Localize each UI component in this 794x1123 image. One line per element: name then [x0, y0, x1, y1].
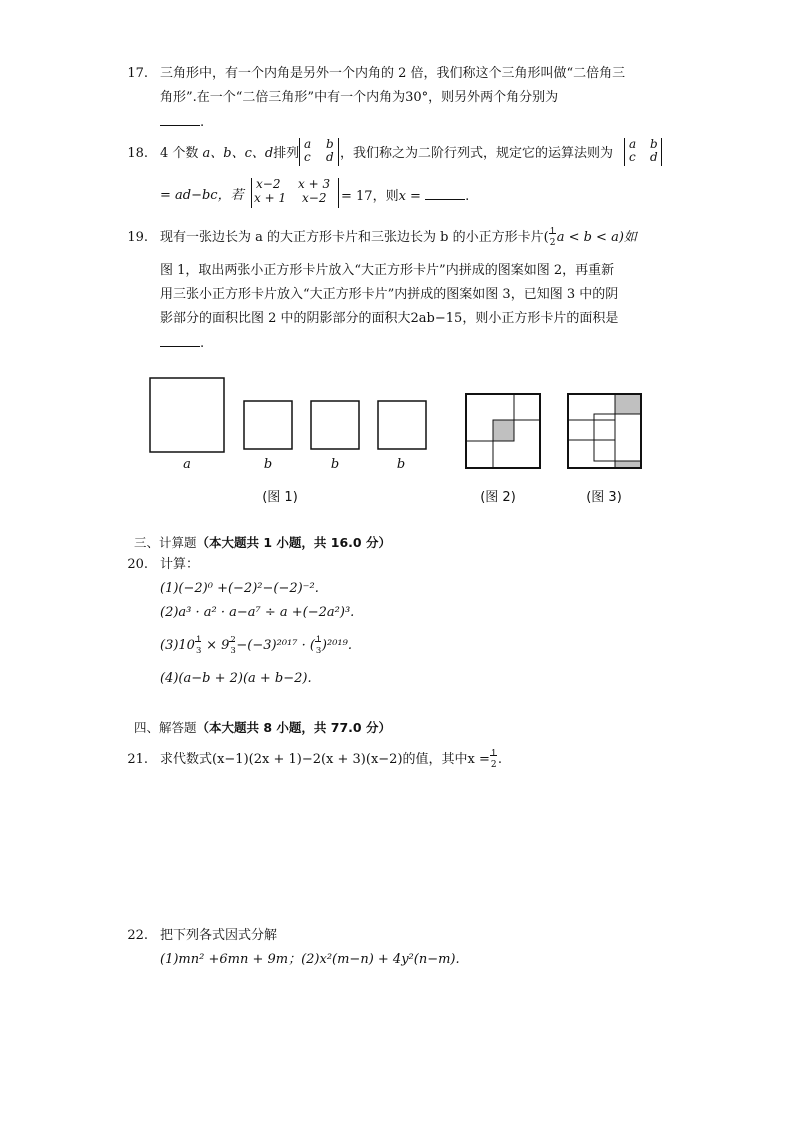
label-b: b [330, 457, 340, 472]
q18-period: . [465, 189, 470, 204]
q18-x: x = [398, 189, 421, 204]
q20-part3 [160, 637, 352, 655]
q22-title: 把下列各式因式分解 [160, 928, 278, 943]
det-d: d [326, 150, 334, 164]
question-number: 21. [127, 752, 148, 767]
det-a: a [629, 137, 637, 151]
fig3-small-square-2 [594, 414, 641, 461]
small-square [244, 401, 292, 449]
q17-period: . [200, 115, 205, 130]
det-d: d [650, 150, 658, 164]
q17-line2: 角形”.在一个“二倍三角形”中有一个内角为30°，则另外两个角分别为 [160, 90, 559, 105]
q17-line1: 三角形中，有一个内角是另外一个内角的 2 倍，我们称这个三角形叫做“二倍角三 [160, 66, 626, 81]
frac-num: 1 [315, 635, 322, 645]
q20-part1: (1)(−2)⁰ +(−2)²−(−2)⁻². [160, 581, 319, 596]
frac-den: 3 [315, 646, 322, 656]
fraction-two-thirds [229, 635, 236, 656]
q22-text: (1)mn² +6mn + 9m；(2)x²(m−n) + 4y²(n−m). [160, 952, 460, 967]
p3-b: × 9 [201, 638, 230, 653]
shaded-region [493, 420, 514, 441]
det-a: a [304, 137, 312, 151]
q18-text-b: 排列 [273, 146, 300, 161]
section-4-title: 四、解答题 [134, 720, 197, 735]
q21-text [160, 751, 502, 769]
q19-period: . [200, 336, 205, 351]
det-c: c [304, 150, 311, 164]
q18-vars: a、b、c、d [202, 146, 274, 161]
question-number: 18. [127, 146, 148, 161]
q19-line1-tail: a < b < a)如 [556, 230, 637, 245]
q20-intro: 计算： [160, 557, 200, 572]
frac-den: 2 [549, 238, 556, 248]
shaded-region [615, 394, 641, 414]
section-4-note: （本大题共 8 小题，共 77.0 分） [196, 720, 391, 735]
fraction-one-third [195, 635, 202, 656]
frac-den: 3 [195, 646, 202, 656]
fraction-one-third [315, 635, 322, 656]
q20-part4: (4)(a−b + 2)(a + b−2). [160, 671, 312, 686]
q19-line1-text: 现有一张边长为 a 的大正方形卡片和三张边长为 b 的小正方形卡片( [160, 230, 549, 245]
det-x-minus-2b: x−2 [302, 191, 327, 205]
frac-num: 1 [195, 635, 202, 645]
q18-eq: = 17，则 [341, 189, 399, 204]
fraction-half [490, 749, 498, 770]
section-3-note: （本大题共 1 小题，共 16.0 分） [196, 535, 391, 550]
figure-2-caption: (图 2) [480, 490, 516, 505]
q21-expression: 求代数式(x−1)(2x + 1)−2(x + 3)(x−2)的值，其中x = [160, 752, 490, 767]
q18-text-a: 4 个数 [160, 146, 199, 161]
det-c: c [629, 150, 636, 164]
frac-num: 1 [549, 227, 556, 237]
det-b: b [326, 137, 334, 151]
figure-3-caption: (图 3) [586, 490, 622, 505]
label-b: b [396, 457, 406, 472]
p3-a: (3)10 [160, 638, 195, 653]
det-b: b [650, 137, 658, 151]
big-square [150, 378, 224, 452]
shaded-region [615, 461, 641, 468]
figure-3 [568, 394, 641, 468]
q18-line2-a: = ad−bc，若 [160, 188, 244, 203]
det-x-minus-2: x−2 [256, 177, 281, 191]
figure-2 [466, 394, 540, 468]
q19-line4: 影部分的面积比图 2 中的阴影部分的面积大2ab−15，则小正方形卡片的面积是 [160, 311, 619, 326]
figure-1-caption: (图 1) [262, 490, 298, 505]
label-a: a [183, 457, 191, 472]
p3-d: )²⁰¹⁹. [321, 638, 352, 653]
question-number: 17. [127, 66, 148, 81]
frac-num: 1 [490, 749, 497, 759]
q19-line2: 图 1，取出两张小正方形卡片放入“大正方形卡片”内拼成的图案如图 2，再重新 [160, 263, 615, 278]
p3-c: −(−3)²⁰¹⁷ · ( [236, 638, 315, 653]
small-square [378, 401, 426, 449]
frac-den: 2 [490, 760, 497, 770]
q20-part2: (2)a³ · a² · a−a⁷ ÷ a +(−2a²)³. [160, 605, 355, 620]
det-x-plus-1: x + 1 [254, 191, 287, 205]
section-3-heading [134, 533, 391, 551]
question-number: 20. [127, 557, 148, 572]
section-4-heading [134, 718, 391, 736]
small-square [311, 401, 359, 449]
label-b: b [263, 457, 273, 472]
det-x-plus-3: x + 3 [298, 177, 331, 191]
frac-num: 2 [230, 635, 236, 645]
section-3-title: 三、计算题 [134, 535, 197, 550]
question-number: 19. [127, 230, 148, 245]
frac-den: 3 [230, 646, 236, 656]
fig3-small-square-1 [568, 394, 615, 440]
question-number: 22. [127, 928, 148, 943]
q21-period: . [497, 752, 503, 767]
q18-line1-tail: ，我们称之为二阶行列式，规定它的运算法则为 [340, 146, 614, 161]
q19-line3: 用三张小正方形卡片放入“大正方形卡片”内拼成的图案如图 3，已知图 3 中的阴 [160, 287, 619, 302]
